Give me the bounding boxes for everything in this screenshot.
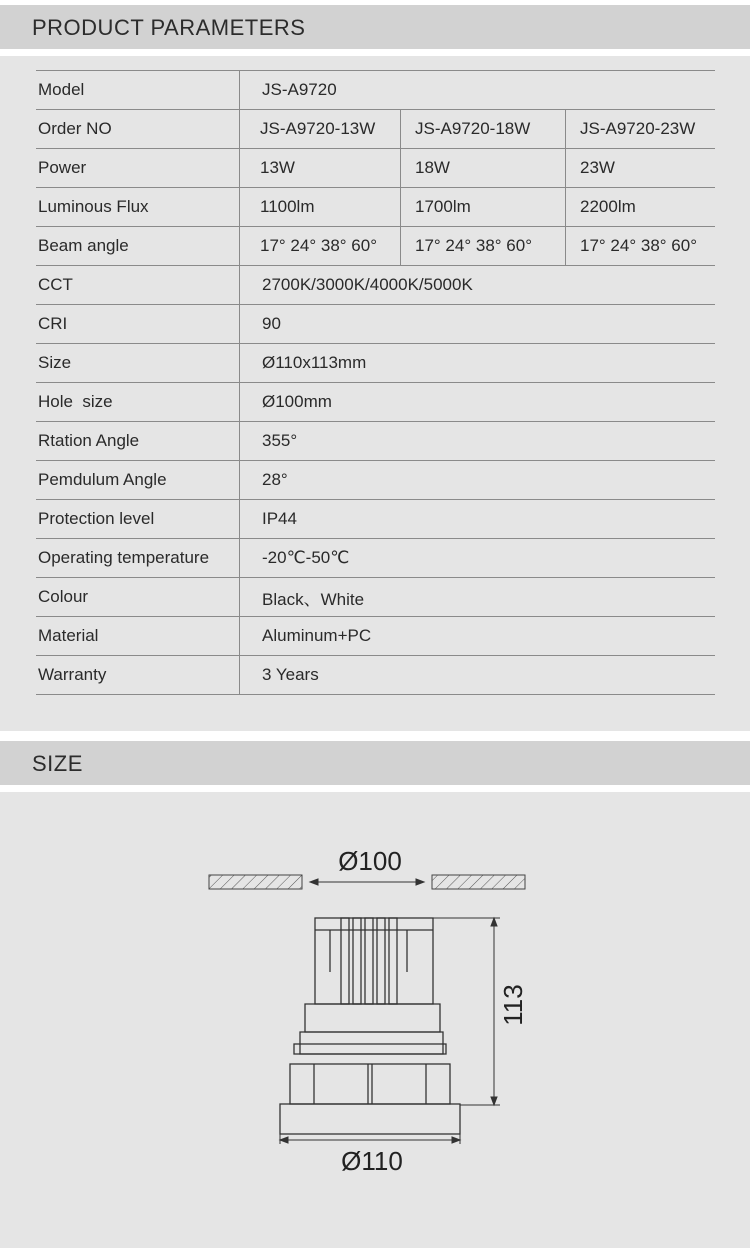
ceiling-hatch-right (432, 875, 525, 889)
table-row (36, 656, 715, 695)
outer-dimension-line (280, 1134, 460, 1144)
lamp-body (280, 918, 460, 1134)
table-row (36, 617, 715, 656)
table-row (36, 578, 715, 617)
row-label-beam-angle: Beam angle (36, 227, 240, 266)
size-header-band (0, 741, 750, 785)
power-23w: 23W (566, 149, 716, 188)
row-value: 28° (240, 461, 716, 500)
row-label: Pemdulum Angle (36, 461, 240, 500)
table-row (36, 383, 715, 422)
ceiling-hatch-left (209, 875, 302, 889)
params-panel (0, 56, 750, 731)
params-table (36, 70, 715, 695)
row-value-model: JS-A9720 (240, 71, 716, 110)
row-value: Ø100mm (240, 383, 716, 422)
table-row (36, 110, 715, 149)
params-section-title: PRODUCT PARAMETERS (32, 15, 306, 40)
dimension-drawing (0, 792, 750, 1248)
table-row (36, 422, 715, 461)
row-label: Operating temperature (36, 539, 240, 578)
row-label: Colour (36, 578, 240, 617)
row-value: 3 Years (240, 656, 716, 695)
row-label: Hole size (36, 383, 240, 422)
size-section-title: SIZE (32, 751, 83, 776)
beam-18w: 17° 24° 38° 60° (401, 227, 566, 266)
size-panel (0, 792, 750, 1248)
power-13w: 13W (240, 149, 401, 188)
row-label: CCT (36, 266, 240, 305)
hole-dimension-line (310, 879, 424, 885)
hole-dimension-label: Ø100 (338, 846, 402, 876)
flux-18w: 1700lm (401, 188, 566, 227)
flux-13w: 1100lm (240, 188, 401, 227)
table-row (36, 266, 715, 305)
row-label: Material (36, 617, 240, 656)
row-label-order-no: Order NO (36, 110, 240, 149)
table-row (36, 188, 715, 227)
row-value: 355° (240, 422, 716, 461)
row-label-power: Power (36, 149, 240, 188)
flux-23w: 2200lm (566, 188, 716, 227)
row-value: Black、White (240, 578, 716, 617)
table-row (36, 149, 715, 188)
row-label: Warranty (36, 656, 240, 695)
row-label: Rtation Angle (36, 422, 240, 461)
row-value: Ø110x113mm (240, 344, 716, 383)
height-dimension-line (433, 918, 500, 1105)
table-row (36, 71, 715, 110)
row-label: Size (36, 344, 240, 383)
row-label: Protection level (36, 500, 240, 539)
row-label-luminous-flux: Luminous Flux (36, 188, 240, 227)
table-row (36, 305, 715, 344)
row-label: CRI (36, 305, 240, 344)
height-dimension-label: 113 (498, 984, 528, 1026)
power-18w: 18W (401, 149, 566, 188)
order-no-13w: JS-A9720-13W (240, 110, 401, 149)
order-no-18w: JS-A9720-18W (401, 110, 566, 149)
order-no-23w: JS-A9720-23W (566, 110, 716, 149)
table-row (36, 461, 715, 500)
row-value: IP44 (240, 500, 716, 539)
table-row (36, 500, 715, 539)
outer-dimension-label: Ø110 (341, 1146, 403, 1176)
row-value: Aluminum+PC (240, 617, 716, 656)
row-label-model: Model (36, 71, 240, 110)
row-value: 90 (240, 305, 716, 344)
table-row (36, 227, 715, 266)
table-row (36, 539, 715, 578)
table-row (36, 344, 715, 383)
row-value: -20℃-50℃ (240, 539, 716, 578)
beam-13w: 17° 24° 38° 60° (240, 227, 401, 266)
params-header-band (0, 5, 750, 49)
row-value: 2700K/3000K/4000K/5000K (240, 266, 716, 305)
beam-23w: 17° 24° 38° 60° (566, 227, 716, 266)
